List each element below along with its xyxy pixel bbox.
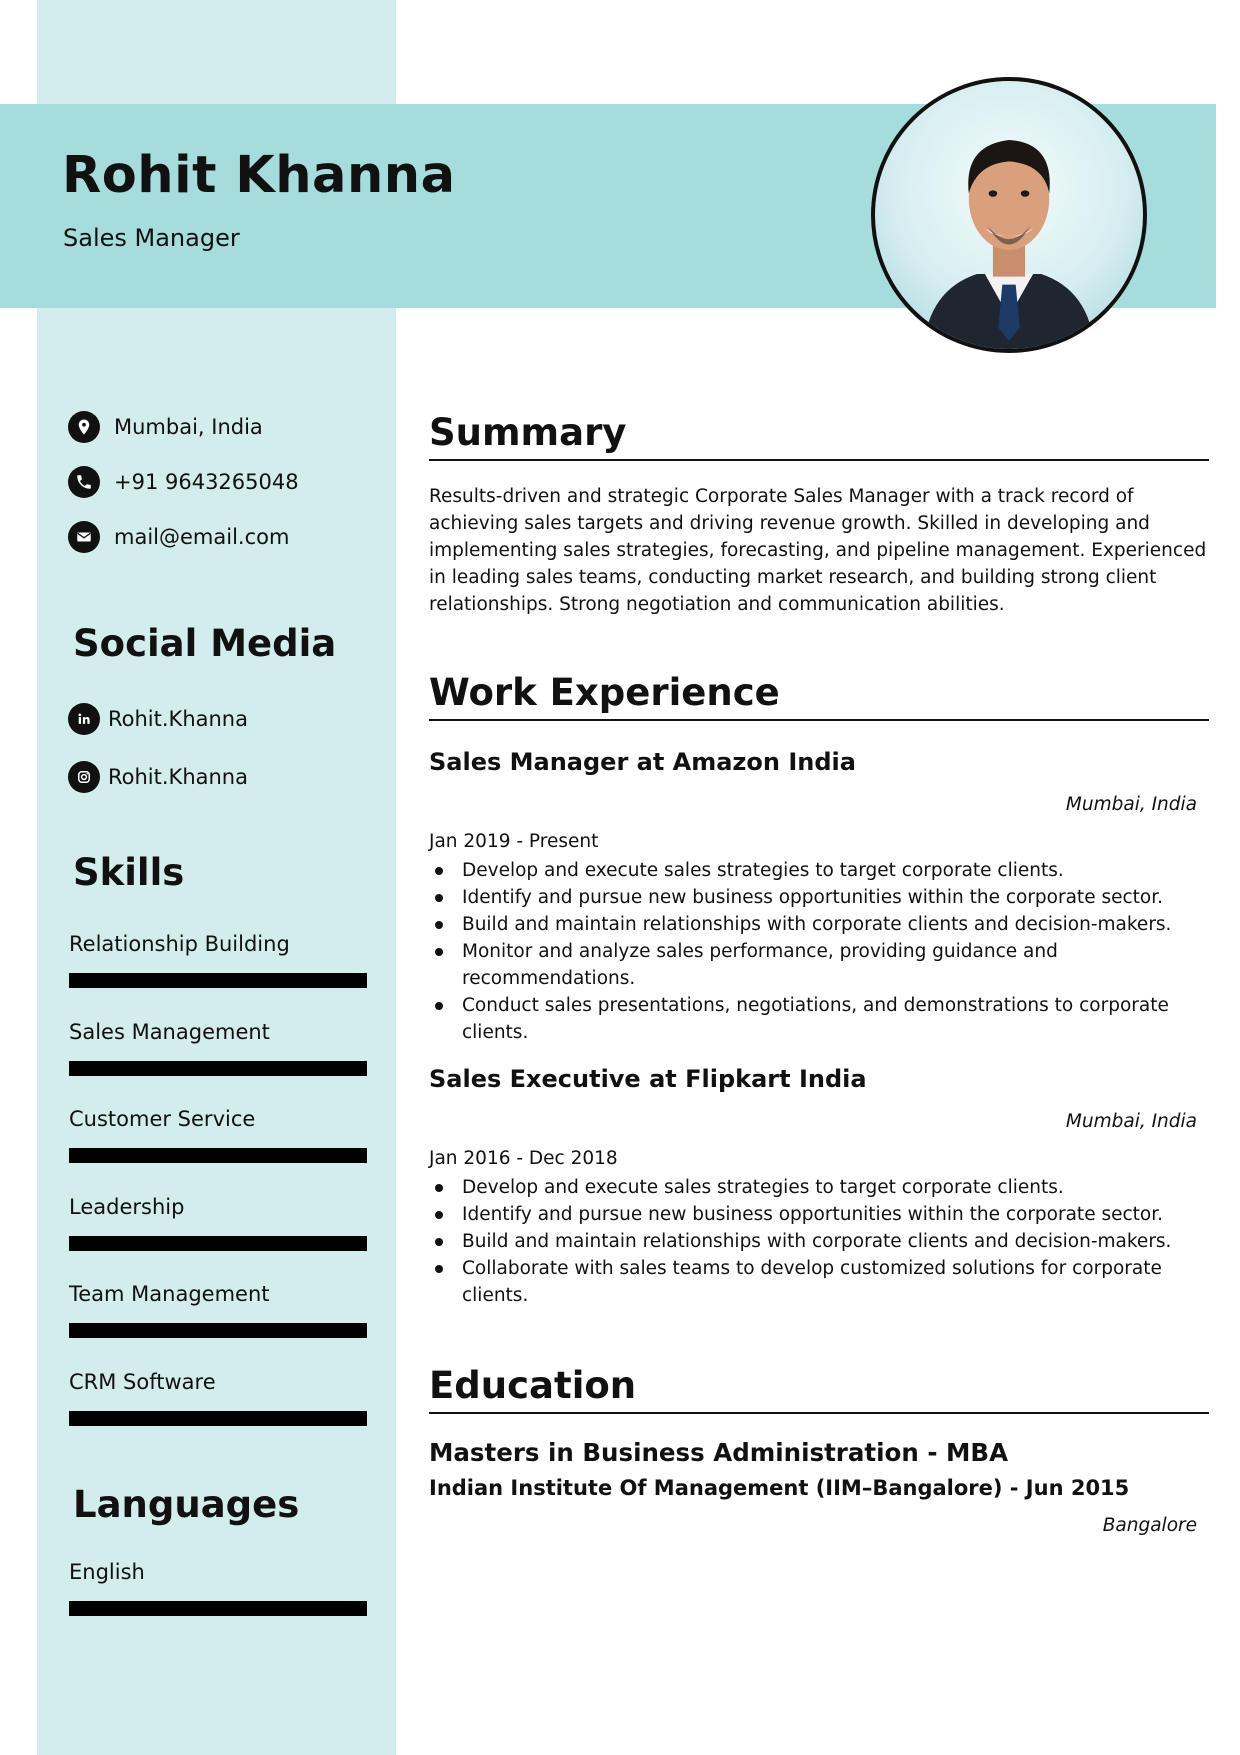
person-portrait [875,81,1143,349]
bullet-item: Identify and pursue new business opportunities within the corporate sector. [429,1201,1209,1228]
location-pin-icon [68,411,100,443]
skill-item [69,1017,367,1076]
skill-item [69,1367,367,1426]
job-title: Sales Manager at Amazon India [429,748,856,776]
proficiency-bar-fill [70,1062,366,1075]
bullet-item: Conduct sales presentations, negotiations, and demonstrations to corporate clients. [429,992,1209,1046]
proficiency-bar [69,1148,367,1163]
bullet-item: Develop and execute sales strategies to target corporate clients. [429,1174,1209,1201]
social-instagram[interactable] [68,760,248,794]
phone-icon [68,466,100,498]
contact-phone[interactable] [68,465,299,499]
languages-heading: Languages [73,1483,300,1526]
proficiency-bar [69,1323,367,1338]
profile-photo [871,77,1147,353]
bullet-item: Build and maintain relationships with corporate clients and decision-makers. [429,911,1209,938]
proficiency-bar [69,1411,367,1426]
proficiency-bar-fill [70,974,366,987]
skill-name: Relationship Building [69,932,290,956]
proficiency-bar [69,1601,367,1616]
job-bullets [429,857,1209,1046]
job-dates: Jan 2019 - Present [429,831,599,852]
contact-email[interactable] [68,520,289,554]
skill-name: CRM Software [69,1369,216,1394]
social-media-heading: Social Media [73,622,337,665]
proficiency-bar-fill [70,1324,366,1337]
education-degree: Masters in Business Administration - MBA [429,1438,1009,1467]
contact-location [68,410,263,444]
bullet-item: Develop and execute sales strategies to target corporate clients. [429,857,1209,884]
job-title: Sales Executive at Flipkart India [429,1065,867,1093]
linkedin-icon [68,703,100,735]
candidate-title: Sales Manager [63,224,240,252]
bullet-item: Collaborate with sales teams to develop customized solutions for corporate clients. [429,1255,1209,1309]
email-text: mail@email.com [114,525,290,549]
job-bullets [429,1174,1209,1309]
summary-heading: Summary [429,411,1209,461]
proficiency-bar [69,973,367,988]
skill-item [69,1192,367,1251]
bullet-item: Monitor and analyze sales performance, providing guidance and recommendations. [429,938,1209,992]
proficiency-bar-fill [70,1149,366,1162]
skill-item [69,1279,367,1338]
job-location: Mumbai, India [1065,1111,1197,1132]
bullet-item: Identify and pursue new business opportunities within the corporate sector. [429,884,1209,911]
work-experience-heading: Work Experience [429,671,1209,721]
proficiency-bar-fill [70,1237,366,1250]
phone-text: +91 9643265048 [114,470,299,494]
education-location: Bangalore [1102,1515,1197,1536]
skill-item [69,929,367,988]
proficiency-bar-fill [70,1412,366,1425]
candidate-name: Rohit Khanna [62,146,456,205]
proficiency-bar-fill [70,1602,366,1615]
proficiency-bar [69,1061,367,1076]
job-dates: Jan 2016 - Dec 2018 [429,1148,618,1169]
skills-heading: Skills [73,851,185,894]
instagram-icon [68,761,100,793]
skill-name: Sales Management [69,1019,270,1044]
skill-name: Customer Service [69,1107,256,1131]
social-linkedin[interactable] [68,702,248,736]
bullet-item: Build and maintain relationships with corporate clients and decision-makers. [429,1228,1209,1255]
summary-section [429,483,1209,618]
proficiency-bar [69,1236,367,1251]
envelope-icon [68,521,100,553]
skill-name: Leadership [69,1194,185,1219]
summary-text: Results-driven and strategic Corporate Sales Manager with a track record of achieving sales targets and driving revenue growth. Skilled in developing and implementing sales strategies, forecasting, and pipeline management. Experienced in leading sales teams, conducting market research, and building strong client relationships. Strong negotiation and communication abilities. [429,486,1207,615]
education-school: Indian Institute Of Management (IIM–Bangalore) - Jun 2015 [429,1476,1130,1500]
location-text: Mumbai, India [114,415,263,439]
skill-item [69,1104,367,1163]
skill-name: Team Management [69,1282,270,1306]
linkedin-handle: Rohit.Khanna [108,707,248,731]
job-location: Mumbai, India [1065,794,1197,815]
instagram-handle: Rohit.Khanna [108,765,248,789]
education-heading: Education [429,1364,1209,1414]
language-item [69,1557,367,1616]
language-name: English [69,1560,145,1584]
